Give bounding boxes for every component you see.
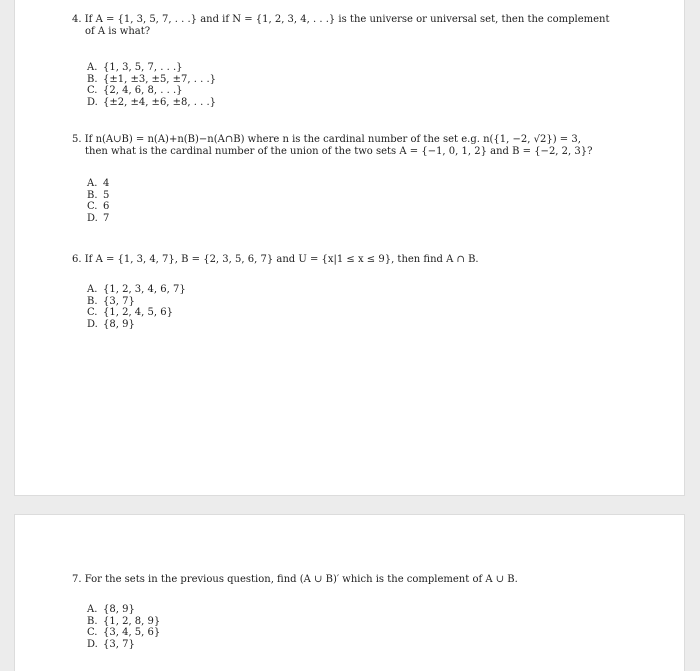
option-a[interactable]: A. {8, 9} (87, 604, 135, 615)
question-number: 6. (72, 254, 82, 265)
question-text: of A is what? (85, 26, 151, 37)
question-text: If A = {1, 3, 4, 7}, B = {2, 3, 5, 6, 7} and U = {x|1 ≤ x ≤ 9}, then find A ∩ B. (84, 254, 479, 265)
option-d[interactable]: D. {±2, ±4, ±6, ±8, . . .} (87, 96, 217, 108)
question-number: 7. (72, 574, 82, 585)
question-7 (72, 574, 612, 586)
question-7-options (87, 604, 160, 650)
question-4-line-1 (72, 14, 612, 26)
option-a[interactable]: A. {1, 2, 3, 4, 6, 7} (87, 284, 186, 295)
question-number: 4. (72, 14, 82, 25)
question-6 (72, 254, 612, 266)
option-c[interactable]: C. {2, 4, 6, 8, . . .} (87, 85, 183, 96)
option-a[interactable]: A. 4 (87, 178, 110, 189)
option-b[interactable]: B. {±1, ±3, ±5, ±7, . . .} (87, 73, 217, 85)
question-7-line-1 (72, 574, 612, 586)
question-4 (72, 14, 612, 38)
option-d[interactable]: D. {3, 7} (87, 638, 135, 650)
question-text: If A = {1, 3, 5, 7, . . .} and if N = {1, 2, 3, 4, . . .} is the universe or universal set, then the complement (84, 14, 610, 25)
question-number: 5. (72, 134, 82, 145)
option-a[interactable]: A. {1, 3, 5, 7, . . .} (87, 62, 183, 73)
option-b[interactable]: B. {1, 2, 8, 9} (87, 615, 161, 627)
question-6-options (87, 284, 186, 330)
option-d[interactable]: D. {8, 9} (87, 318, 135, 330)
question-5-options (87, 178, 109, 224)
question-5 (72, 134, 612, 158)
question-5-line-1 (72, 134, 612, 146)
question-6-line-1 (72, 254, 612, 266)
option-d[interactable]: D. 7 (87, 212, 110, 224)
option-b[interactable]: B. 5 (87, 189, 110, 201)
option-c[interactable]: C. 6 (87, 201, 110, 212)
option-c[interactable]: C. {3, 4, 5, 6} (87, 627, 161, 638)
question-text: If n(A∪B) = n(A)+n(B)−n(A∩B) where n is the cardinal number of the set e.g. n({1, −2, √2}) = 3, (84, 134, 581, 145)
question-text: For the sets in the previous question, find (A ∪ B)′ which is the complement of A ∪ B. (84, 574, 518, 585)
question-text: then what is the cardinal number of the union of the two sets A = {−1, 0, 1, 2} and B = {−2, 2, 3}? (85, 146, 593, 157)
option-c[interactable]: C. {1, 2, 4, 5, 6} (87, 307, 173, 318)
question-4-options (87, 62, 216, 108)
option-b[interactable]: B. {3, 7} (87, 295, 135, 307)
